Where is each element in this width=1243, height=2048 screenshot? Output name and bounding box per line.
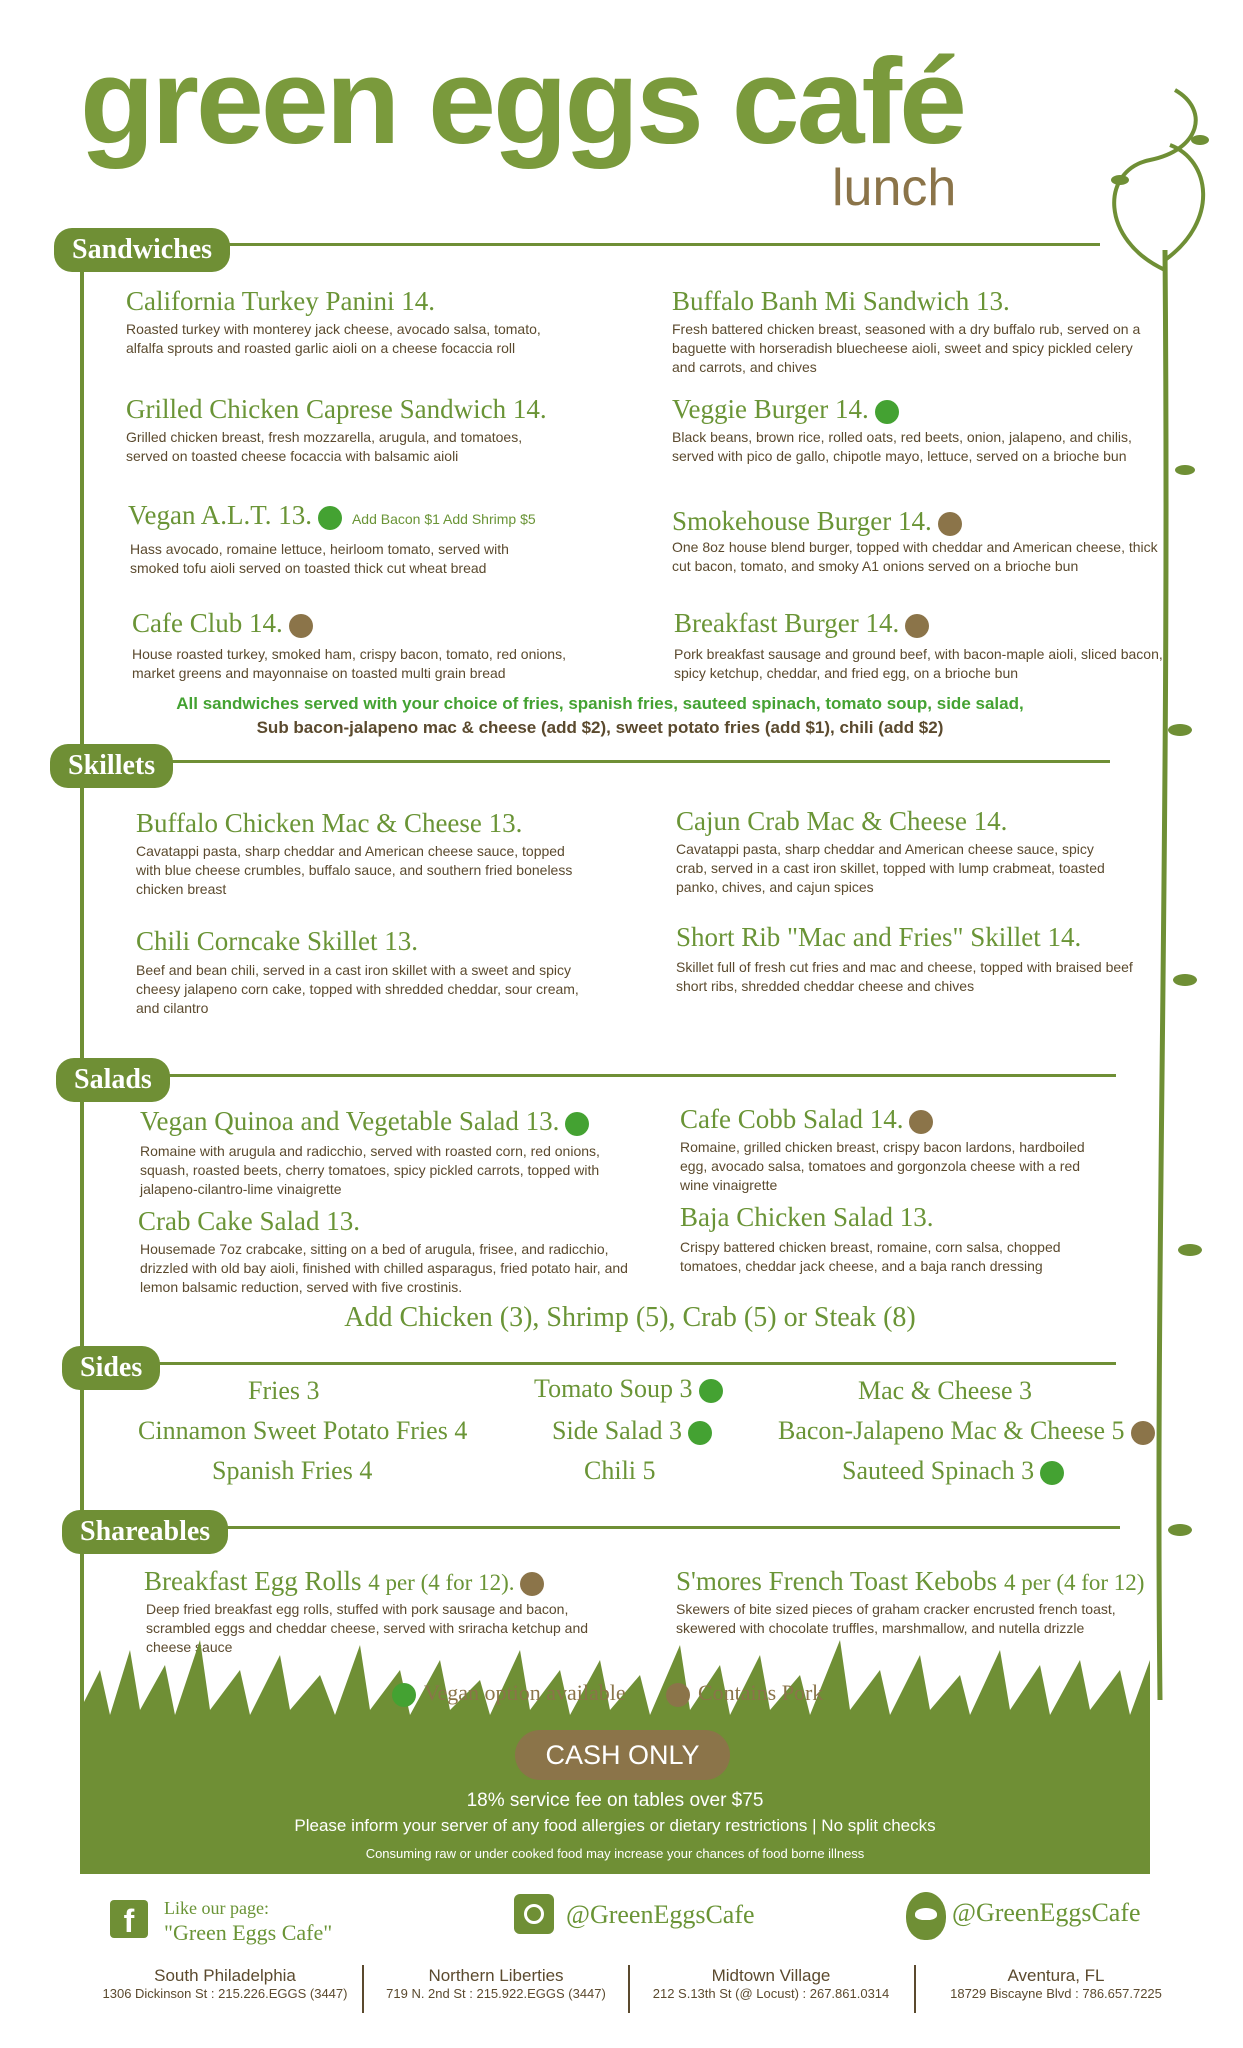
sandwich-sub-note: Sub bacon-jalapeno mac & cheese (add $2), sweet potato fries (add $1), chili (add $2) (256, 718, 944, 737)
side-item: Fries 3 (248, 1376, 320, 1405)
divider (362, 1965, 364, 2013)
menu-subtitle: lunch (832, 159, 957, 217)
section-skillets: Skillets (50, 744, 173, 788)
item-desc: Fresh battered chicken breast, seasoned with a dry buffalo rub, served on a baguette with horseradish bluecheese aioli, sweet and spicy pickled celery and carrots, and chives (672, 321, 1141, 375)
item-name: Cafe Cobb Salad 14. (680, 1104, 933, 1135)
vegan-dot-icon (875, 400, 899, 424)
section-divider (146, 1362, 1116, 1365)
location-south-philadelphia: South Philadelphia 1306 Dickinson St : 215.226.EGGS (3447) (102, 1966, 348, 2001)
vegan-dot-icon (318, 506, 342, 530)
item-desc: Romaine with arugula and radicchio, served with roasted corn, red onions, squash, roasted beets, cherry tomatoes, spicy pickled carrots, topped with jalapeno-cilantro-lime vinaigrette (140, 1143, 600, 1197)
pork-dot-icon (666, 1683, 690, 1707)
side-item: Side Salad 3 (552, 1416, 712, 1446)
item-name: Vegan A.L.T. 13. Add Bacon $1 Add Shrimp $5 (128, 500, 536, 530)
item-desc: Housemade 7oz crabcake, sitting on a bed of arugula, frisee, and radicchio, drizzled with old bay aioli, finished with chilled asparagus, fried potato hair, and lemon balsamic reduction, served with five crostinis. (140, 1241, 628, 1295)
item-name: Vegan Quinoa and Vegetable Salad 13. (140, 1106, 589, 1137)
salad-addons: Add Chicken (3), Shrimp (5), Crab (5) or Steak (8) (344, 1302, 916, 1333)
item-desc: Hass avocado, romaine lettuce, heirloom tomato, served with smoked tofu aioli served on toasted thick cut wheat bread (130, 541, 509, 576)
item-name: Smokehouse Burger 14. (672, 506, 962, 537)
item-desc: Beef and bean chili, served in a cast iron skillet with a sweet and spicy cheesy jalapeno corn cake, topped with shredded cheddar, sour cream, and cilantro (136, 962, 579, 1016)
section-sandwiches: Sandwiches (54, 228, 230, 272)
pork-dot-icon (938, 512, 962, 536)
frame-left-border (80, 236, 84, 1874)
pork-dot-icon (909, 1110, 933, 1134)
item-name: Veggie Burger 14. (672, 394, 899, 425)
item-desc: House roasted turkey, smoked ham, crispy bacon, tomato, red onions, market greens and mayonnaise on toasted multi grain bread (132, 646, 566, 681)
item-name: Breakfast Egg Rolls 4 per (4 for 12). (144, 1566, 544, 1597)
item-name: Crab Cake Salad 13. (138, 1206, 360, 1236)
section-divider (210, 1526, 1120, 1529)
side-item: Chili 5 (584, 1456, 656, 1485)
raw-food-warning: Consuming raw or under cooked food may increase your chances of food borne illness (365, 1846, 865, 1861)
twitter-egg-icon[interactable] (906, 1892, 946, 1940)
allergy-note: Please inform your server of any food allergies or dietary restrictions | No split checks (294, 1816, 936, 1835)
item-desc: Cavatappi pasta, sharp cheddar and American cheese sauce, topped with blue cheese crumbles, buffalo sauce, and southern fried boneless chicken breast (136, 843, 573, 897)
item-name: Buffalo Chicken Mac & Cheese 13. (136, 808, 523, 838)
item-desc: Roasted turkey with monterey jack cheese, avocado salsa, tomato, alfalfa sprouts and roasted garlic aioli on a cheese focaccia roll (126, 321, 541, 356)
section-shareables: Shareables (62, 1510, 228, 1554)
side-item: Sauteed Spinach 3 (842, 1456, 1064, 1486)
instagram-icon[interactable] (514, 1894, 554, 1934)
side-item: Cinnamon Sweet Potato Fries 4 (138, 1416, 468, 1445)
item-desc: Black beans, brown rice, rolled oats, red beets, onion, jalapeno, and chilis, served with pico de gallo, chipotle mayo, lettuce, served on a brioche bun (672, 429, 1132, 464)
vegan-dot-icon (565, 1112, 589, 1136)
pork-dot-icon (289, 614, 313, 638)
pork-dot-icon (520, 1572, 544, 1596)
item-name: Breakfast Burger 14. (674, 608, 929, 639)
item-desc: Romaine, grilled chicken breast, crispy bacon lardons, hardboiled egg, avocado salsa, tomatoes and gorgonzola cheese with a red wine vinaigrette (680, 1139, 1085, 1193)
section-divider (150, 760, 1110, 763)
side-item: Mac & Cheese 3 (858, 1376, 1033, 1405)
legend-pork: Contains Pork (666, 1680, 823, 1707)
side-item: Tomato Soup 3 (534, 1374, 723, 1404)
item-name: Baja Chicken Salad 13. (680, 1202, 934, 1232)
pork-dot-icon (905, 614, 929, 638)
section-divider (200, 243, 1100, 246)
instagram-handle[interactable]: @GreenEggsCafe (566, 1900, 755, 1929)
side-item: Spanish Fries 4 (212, 1456, 373, 1485)
cafe-title: green eggs café (80, 33, 964, 169)
legend-vegan: Vegan option available (392, 1680, 626, 1707)
item-name: Chili Corncake Skillet 13. (136, 926, 418, 956)
facebook-icon[interactable]: f (110, 1900, 148, 1938)
side-item: Bacon-Jalapeno Mac & Cheese 5 (778, 1416, 1155, 1446)
item-desc: Deep fried breakfast egg rolls, stuffed with pork sausage and bacon, scrambled eggs and cheddar cheese, served with sriracha ketchup and cheese sauce (146, 1601, 589, 1655)
sandwich-sides-note: All sandwiches served with your choice of fries, spanish fries, sauteed spinach, tomato soup, side salad, (176, 694, 1024, 713)
item-desc: One 8oz house blend burger, topped with cheddar and American cheese, thick cut bacon, tomato, and smoky A1 onions served on a brioche bun (672, 539, 1158, 574)
pork-dot-icon (1131, 1421, 1155, 1445)
facebook-page-link[interactable]: "Green Eggs Cafe" (164, 1920, 333, 1945)
vegan-dot-icon (1040, 1461, 1064, 1485)
item-desc: Skewers of bite sized pieces of graham cracker encrusted french toast, skewered with chocolate truffles, marshmallow, and nutella drizzle (676, 1601, 1116, 1636)
item-name: Grilled Chicken Caprese Sandwich 14. (126, 394, 547, 424)
location-midtown-village: Midtown Village 212 S.13th St (@ Locust) : 267.861.0314 (652, 1966, 890, 2001)
twitter-handle[interactable]: @GreenEggsCafe (952, 1898, 1141, 1927)
item-name: Short Rib "Mac and Fries" Skillet 14. (676, 922, 1082, 952)
item-desc: Pork breakfast sausage and ground beef, with bacon-maple aioli, sliced bacon, spicy ketchup, cheddar, and fried egg, on a brioche bun (674, 646, 1163, 681)
item-name: Cafe Club 14. (132, 608, 313, 639)
section-sides: Sides (62, 1346, 160, 1390)
item-desc: Grilled chicken breast, fresh mozzarella, arugula, and tomatoes, served on toasted cheese focaccia with balsamic aioli (126, 429, 523, 464)
service-fee-note: 18% service fee on tables over $75 (466, 1790, 764, 1811)
item-desc: Cavatappi pasta, sharp cheddar and American cheese sauce, spicy crab, served in a cast iron skillet, topped with lump crabmeat, toasted panko, chives, and cajun spices (676, 841, 1105, 895)
item-name: Cajun Crab Mac & Cheese 14. (676, 806, 1008, 836)
section-salads: Salads (56, 1058, 170, 1102)
item-desc: Skillet full of fresh cut fries and mac and cheese, topped with braised beef short ribs, shredded cheddar cheese and chives (676, 959, 1133, 994)
vegan-dot-icon (688, 1421, 712, 1445)
location-aventura: Aventura, FL 18729 Biscayne Blvd : 786.657.7225 (950, 1966, 1162, 2001)
cash-only-badge: CASH ONLY (515, 1730, 730, 1780)
vegan-dot-icon (699, 1379, 723, 1403)
section-divider (146, 1074, 1116, 1077)
item-name: Buffalo Banh Mi Sandwich 13. (672, 286, 1010, 316)
item-name: California Turkey Panini 14. (126, 286, 435, 316)
item-name: S'mores French Toast Kebobs 4 per (4 for 12) (676, 1566, 1145, 1596)
facebook-label: Like our page: (164, 1898, 269, 1918)
item-desc: Crispy battered chicken breast, romaine, corn salsa, chopped tomatoes, cheddar jack cheese, and a baja ranch dressing (680, 1239, 1061, 1274)
location-northern-liberties: Northern Liberties 719 N. 2nd St : 215.922.EGGS (3447) (386, 1966, 606, 2001)
vegan-dot-icon (392, 1683, 416, 1707)
